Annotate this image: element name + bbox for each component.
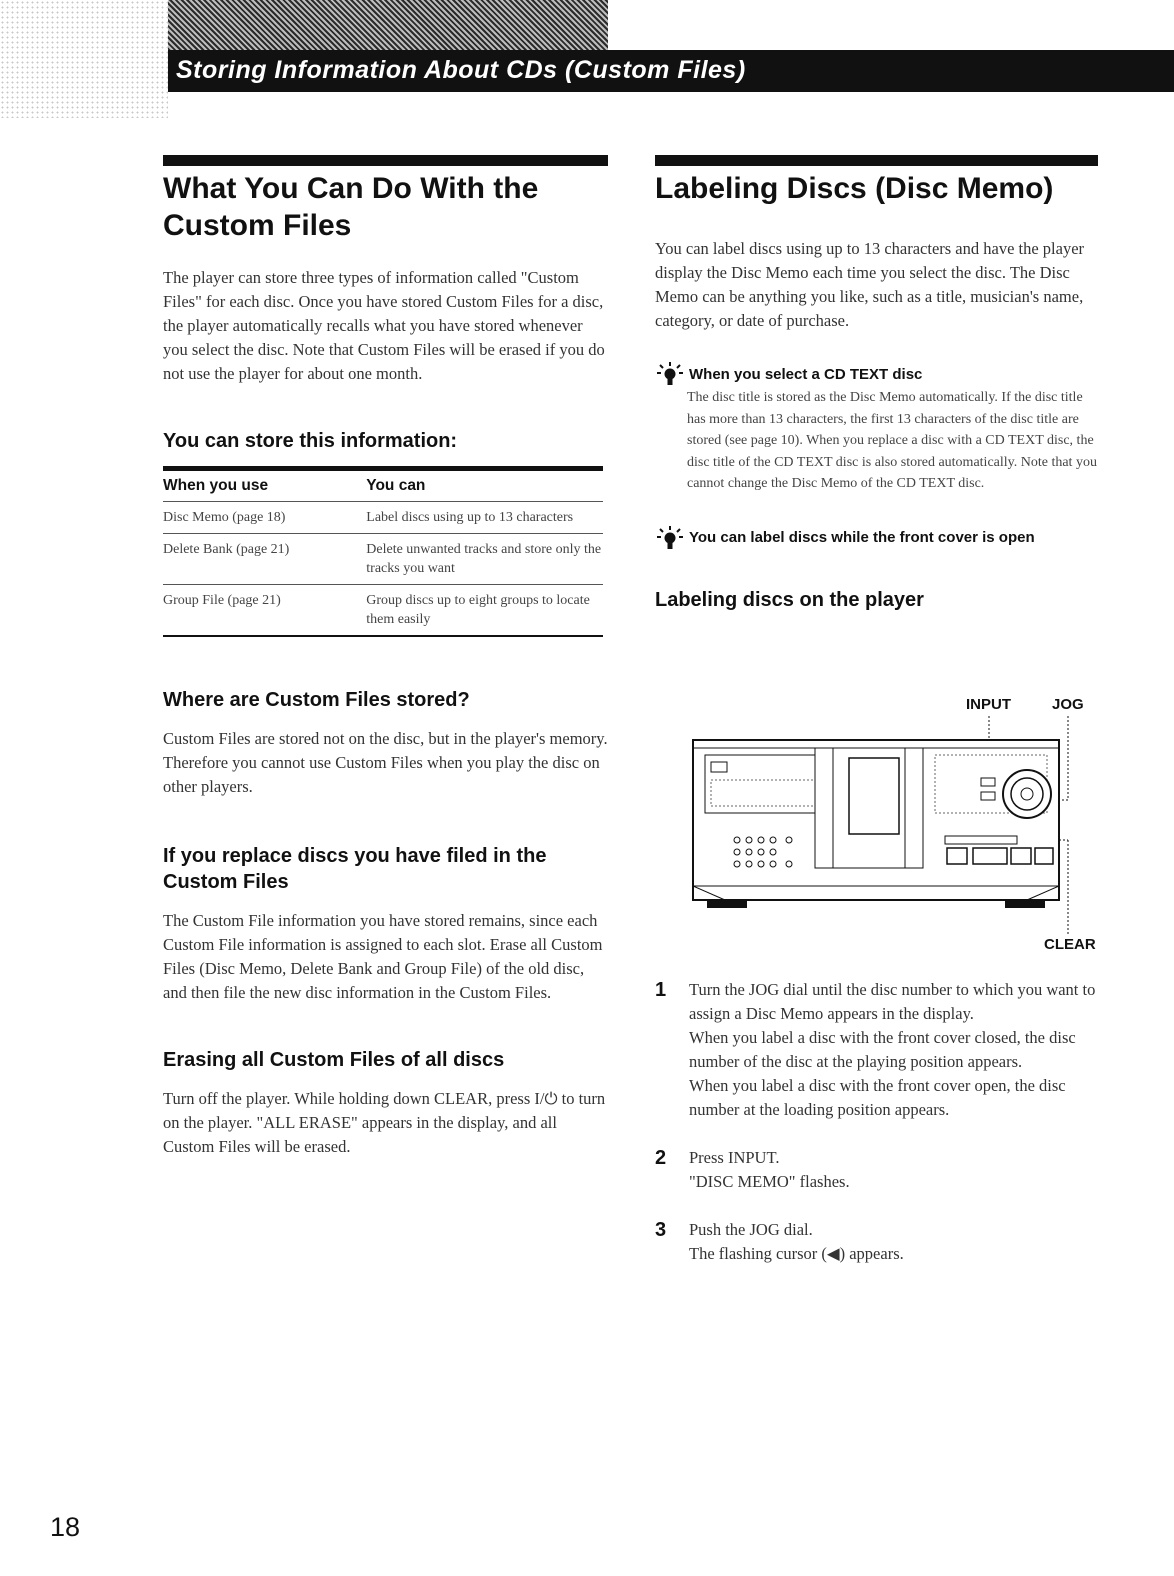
steps-list xyxy=(655,978,1098,1266)
table-cell: Delete unwanted tracks and store only the tracks you want xyxy=(366,542,602,576)
tip-front-cover xyxy=(655,525,1098,551)
replace-heading-line1: If you replace discs you have filed in the xyxy=(163,845,547,867)
heading-rule xyxy=(655,155,1098,166)
right-column xyxy=(655,155,1098,613)
left-title xyxy=(163,170,608,244)
step-line: Press INPUT. xyxy=(689,1148,780,1167)
header-dot-pattern xyxy=(0,0,168,118)
where-heading: Where are Custom Files stored? xyxy=(163,689,470,711)
tip-body: The disc title is stored as the Disc Memo automatically. If the disc title has more than 13 characters, the first 13 characters of the disc title are stored (see page 10). When you replace a disc with a CD TEXT disc, the disc title of the CD TEXT disc is also stored automatically. Note that you cannot change the Disc Memo of the CD TEXT disc. xyxy=(687,390,1097,491)
tip-heading xyxy=(655,361,1098,387)
left-column xyxy=(163,155,608,1159)
table-cell: Label discs using up to 13 characters xyxy=(366,510,574,525)
step xyxy=(655,978,1098,1122)
step-line: Turn the JOG dial until the disc number to which you want to assign a Disc Memo appears in the display. xyxy=(689,980,1096,1023)
right-title: Labeling Discs (Disc Memo) xyxy=(655,172,1054,205)
left-title-line2: Custom Files xyxy=(163,209,352,242)
store-heading: You can store this information: xyxy=(163,430,458,452)
jog-label: JOG xyxy=(1052,696,1084,713)
player-heading: Labeling discs on the player xyxy=(655,588,924,611)
table-row xyxy=(163,585,603,637)
step xyxy=(655,1146,1098,1194)
step-line: Push the JOG dial. xyxy=(689,1220,813,1239)
tip-cd-text xyxy=(655,361,1098,495)
right-intro: You can label discs using up to 13 characters and have the player display the Disc Memo each time you select the disc. The Disc Memo can be anything you like, such as a title, musician's name, category, or date of purchase. xyxy=(655,239,1085,330)
custom-files-table xyxy=(163,466,603,637)
step xyxy=(655,1218,1098,1266)
table-cell: Group File (page 21) xyxy=(163,593,281,608)
tip-heading xyxy=(655,525,1098,551)
input-label: INPUT xyxy=(966,696,1011,713)
erase-text: Turn off the player. While holding down CLEAR, press I/⏻ to turn on the player. "ALL ERASE" appears in the display, and all Custom Files will be erased. xyxy=(163,1089,606,1156)
erase-heading: Erasing all Custom Files of all discs xyxy=(163,1049,505,1071)
table-row xyxy=(163,502,603,534)
step-text xyxy=(689,978,1098,1122)
table-cell: Group discs up to eight groups to locate them easily xyxy=(366,593,590,627)
table-header-cell: You can xyxy=(366,477,426,494)
tip-heading-text: When you select a CD TEXT disc xyxy=(689,365,923,383)
step-line: When you label a disc with the front cover closed, the disc number of the disc at the playing position appears. xyxy=(689,1028,1076,1071)
cd-player-drawing xyxy=(655,690,1098,960)
replace-text: The Custom File information you have stored remains, since each Custom File information is assigned to each slot. Erase all Custom Files (Disc Memo, Delete Bank and Group File) of the old disc, and then file the new disc information in the Custom Files. xyxy=(163,911,603,1002)
lightbulb-icon xyxy=(655,361,685,387)
step-number: 2 xyxy=(655,1147,667,1169)
table-header-cell: When you use xyxy=(163,477,269,494)
cd-player-illustration xyxy=(655,690,1098,960)
replace-heading xyxy=(163,843,608,895)
header-hatch-pattern xyxy=(168,0,608,50)
replace-heading-line2: Custom Files xyxy=(163,871,289,893)
where-text: Custom Files are stored not on the disc, but in the player's memory. Therefore you cannot use Custom Files when you play the disc on other players. xyxy=(163,729,608,796)
table-cell: Delete Bank (page 21) xyxy=(163,542,290,557)
step-line: The flashing cursor (◀) appears. xyxy=(689,1244,904,1263)
table-header-row xyxy=(163,471,603,502)
tip-heading-text: You can label discs while the front cover is open xyxy=(689,529,1035,546)
page-number: 18 xyxy=(50,1512,81,1542)
heading-rule xyxy=(163,155,608,166)
step-number: 3 xyxy=(655,1219,667,1241)
step-number: 1 xyxy=(655,979,667,1001)
clear-label: CLEAR xyxy=(1044,936,1096,953)
section-title: Storing Information About CDs (Custom Files) xyxy=(176,56,746,84)
left-intro: The player can store three types of information called "Custom Files" for each disc. Once you have stored Custom Files for a disc, the player automatically recalls what you have stored whenever you select the disc. Note that Custom Files will be erased if you do not use the player for about one month. xyxy=(163,268,605,383)
step-line: "DISC MEMO" flashes. xyxy=(689,1172,850,1191)
lightbulb-icon xyxy=(655,525,685,551)
table-row xyxy=(163,534,603,585)
left-title-line1: What You Can Do With the xyxy=(163,172,539,205)
step-text xyxy=(689,1146,850,1194)
step-text xyxy=(689,1218,904,1266)
table-cell: Disc Memo (page 18) xyxy=(163,510,286,525)
step-line: When you label a disc with the front cover open, the disc number at the loading position appears. xyxy=(689,1076,1066,1119)
